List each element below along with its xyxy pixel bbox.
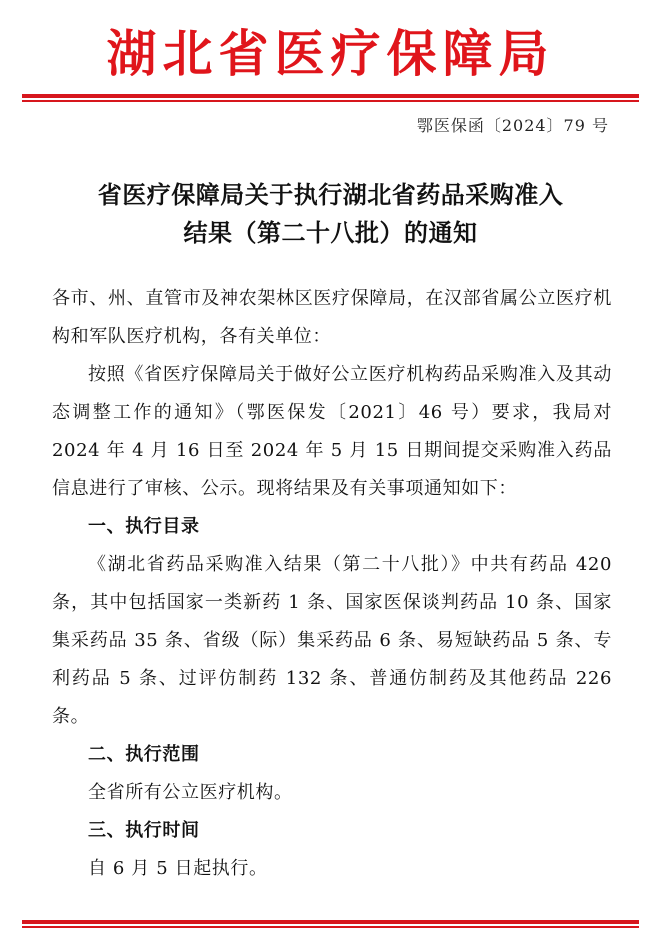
document-title-line-1: 省医疗保障局关于执行湖北省药品采购准入 (97, 181, 564, 209)
org-masthead: 湖北省医疗保障局 (106, 25, 555, 83)
intro-paragraph: 按照《省医疗保障局关于做好公立医疗机构药品采购准入及其动态调整工作的通知》（鄂医保发〔2021〕46 号）要求，我局对 2024 年 4 月 16 日至 2024 年 5 月 15 日期间提交采购准入药品信息进行了审核、公示。现将结果及有关事项通知如下： (52, 364, 612, 499)
footer-divider (22, 920, 639, 929)
document-body (52, 280, 612, 888)
footer-divider-thin-line (22, 926, 639, 928)
section-heading-time: 三、执行时间 (88, 820, 200, 841)
header-divider (22, 94, 639, 103)
section-heading-scope: 二、执行范围 (88, 744, 200, 765)
document-title (40, 176, 621, 252)
section-heading-catalog: 一、执行目录 (88, 516, 200, 537)
section-text-catalog: 《湖北省药品采购准入结果（第二十八批）》中共有药品 420 条，其中包括国家一类新药 1 条、国家医保谈判药品 10 条、国家集采药品 35 条、省级（际）集采药品 6 条、易短缺药品 5 条、专利药品 5 条、过评仿制药 132 条、普通仿制药及其他药品 226 条。 (52, 554, 612, 727)
section-text-scope: 全省所有公立医疗机构。 (88, 782, 293, 803)
document-title-line-2: 结果（第二十八批）的通知 (183, 219, 478, 247)
footer-divider-thick-line (22, 920, 639, 924)
header-divider-thick-line (22, 94, 639, 98)
header-divider-thin-line (22, 100, 639, 102)
salutation: 各市、州、直管市及神农架林区医疗保障局，在汉部省属公立医疗机构和军队医疗机构，各有关单位： (52, 288, 612, 347)
document-number: 鄂医保函〔2024〕79 号 (416, 116, 609, 135)
section-text-time: 自 6 月 5 日起执行。 (88, 858, 268, 879)
